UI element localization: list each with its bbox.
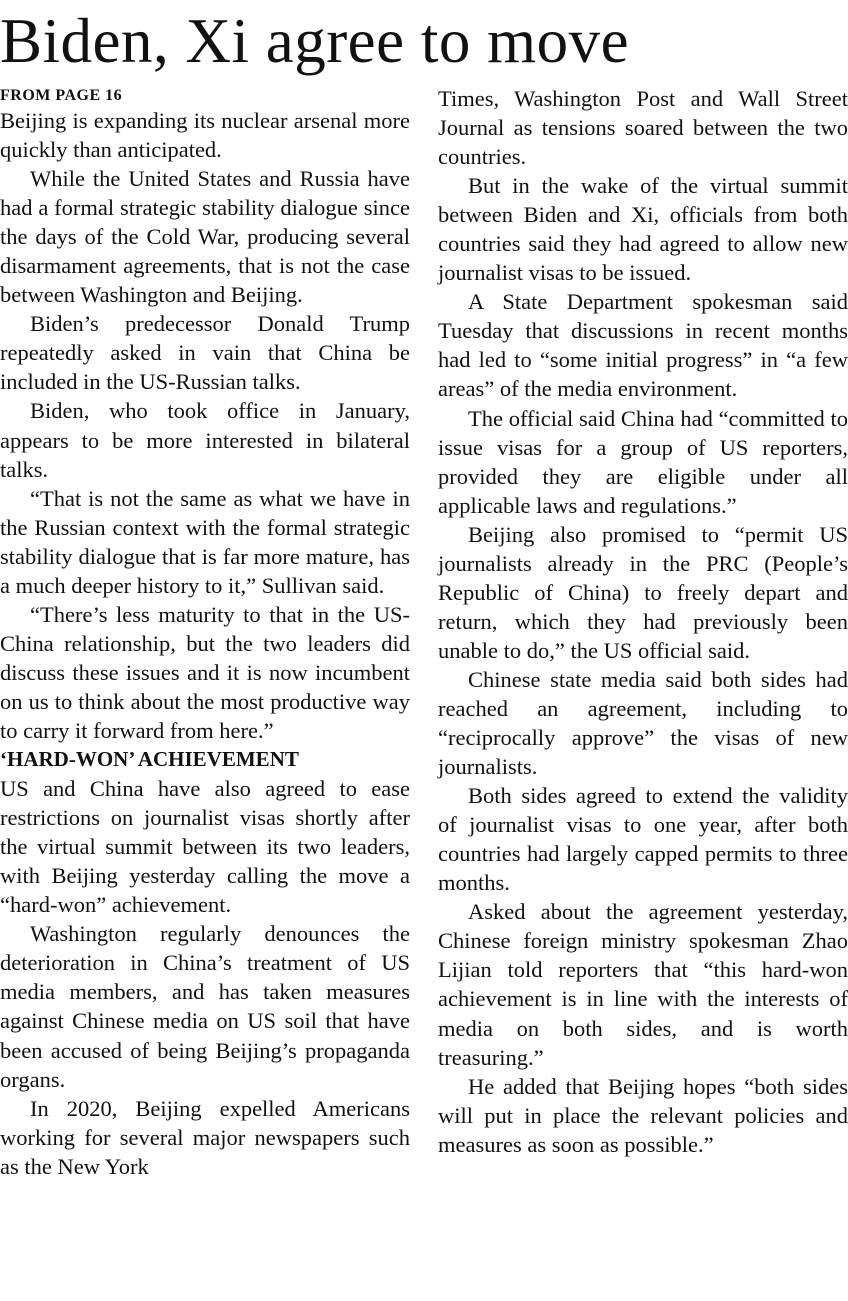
continued-from-label: FROM PAGE 16 xyxy=(0,87,123,104)
paragraph: “That is not the same as what we have in the Russian context with the formal strategic stability dialogue that is far more mature, has a much deeper history to it,” Sullivan said. xyxy=(0,485,410,598)
right-column xyxy=(438,84,848,1159)
left-column xyxy=(0,84,410,1181)
paragraph: Asked about the agreement yesterday, Chinese foreign ministry spokesman Zhao Lijian told reporters that “this hard-won achievement is in line with the interests of media on both sides, and is worth treasuring.” xyxy=(438,899,848,1070)
paragraph: While the United States and Russia have had a formal strategic stability dialogue since the days of the Cold War, producing several disarmament agreements, that is not the case between Washington and Beijing. xyxy=(0,166,410,308)
paragraph: Biden, who took office in January, appears to be more interested in bilateral talks. xyxy=(0,398,410,482)
paragraph: The official said China had “committed to issue visas for a group of US reporters, provided they are eligible under all applicable laws and regulations.” xyxy=(438,405,848,518)
paragraph: “There’s less maturity to that in the US-China relationship, but the two leaders did discuss these issues and it is now incumbent on us to think about the most productive way to carry it forward from here.” xyxy=(0,601,410,743)
paragraph: US and China have also agreed to ease restrictions on journalist visas shortly after the virtual summit between its two leaders, with Beijing yesterday calling the move a “hard-won” achievement. xyxy=(0,776,410,918)
paragraph: Times, Washington Post and Wall Street Journal as tensions soared between the two countries. xyxy=(438,86,848,170)
paragraph: But in the wake of the virtual summit between Biden and Xi, officials from both countries said they had agreed to allow new journalist visas to be issued. xyxy=(438,173,848,286)
paragraph: He added that Beijing hopes “both sides will put in place the relevant policies and measures as soon as possible.” xyxy=(438,1073,848,1157)
paragraph: Beijing also promised to “permit US journalists already in the PRC (People’s Republic of China) to freely depart and return, which they had previously been unable to do,” the US official said. xyxy=(438,521,848,663)
headline: Biden, Xi agree to move xyxy=(0,6,630,76)
paragraph: Beijing is expanding its nuclear arsenal more quickly than anticipated. xyxy=(0,108,410,163)
paragraph: A State Department spokesman said Tuesday that discussions in recent months had led to “some initial progress” in “a few areas” of the media environment. xyxy=(438,289,848,402)
paragraph: Biden’s predecessor Donald Trump repeatedly asked in vain that China be included in the US-Russian talks. xyxy=(0,311,410,395)
paragraph: In 2020, Beijing expelled Americans working for several major newspapers such as the New York xyxy=(0,1095,410,1179)
paragraph: Both sides agreed to extend the validity of journalist visas to one year, after both countries had largely capped permits to three months. xyxy=(438,783,848,896)
subheading: ‘HARD-WON’ ACHIEVEMENT xyxy=(0,747,299,772)
paragraph: Washington regularly denounces the deterioration in China’s treatment of US media members, and has taken measures against Chinese media on US soil that have been accused of being Beijing’s propaganda organs. xyxy=(0,921,410,1092)
paragraph: Chinese state media said both sides had reached an agreement, including to “reciprocally approve” the visas of new journalists. xyxy=(438,666,848,780)
